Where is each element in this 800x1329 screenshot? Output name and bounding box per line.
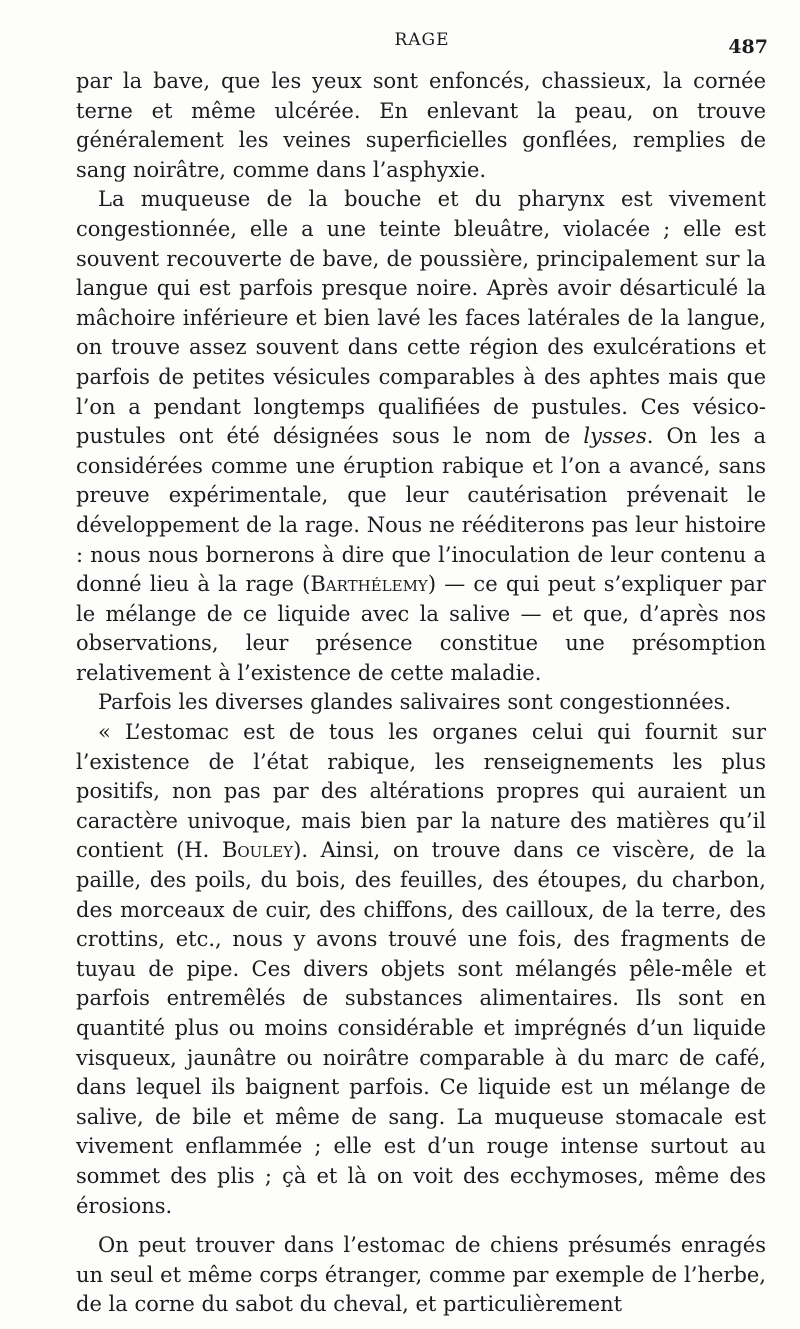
paragraph-5: On peut trouver dans l’estomac de chiens présumés enragés un seul et même corps étranger, comme par exemple de l’herbe, de la corne du sabot du cheval, et particulièrement <box>76 1233 766 1317</box>
paragraph-4-text-b: ). Ainsi, on trouve dans ce viscère, de la paille, des poils, du bois, des feuilles, des étoupes, du charbon, des morceaux de cuir, des chiffons, des cailloux, de la terre, des crottins, etc., nous y avons trouvé une fois, des fragments de tuyau de pipe. Ces divers objets sont mélangés pêle-mêle et parfois entremêlés de substances alimentaires. Ils sont en quantité plus ou moins considérable et imprégnés d’un liquide visqueux, jaunâtre ou noirâtre comparable à du marc de café, dans lequel ils baignent parfois. Ce liquide est un mélange de salive, de bile et même de sang. La muqueuse stomacale est vivement enflammée ; elle est d’un rouge intense surtout au sommet des plis ; çà et là on voit des ecchymoses, même des érosions. <box>76 838 766 1218</box>
body-text <box>76 67 766 1320</box>
page-number: 487 <box>728 36 768 58</box>
page-header <box>76 30 768 60</box>
paragraph-2 <box>76 185 766 688</box>
paragraph-4-text-a: « L’estomac est de tous les organes celui qui fournit sur l’existence de l’état rabique, les renseignements les plus positifs, non pas par des altérations propres qui auraient un caractère univoque, mais bien par la nature des matières qu’il contient (H. <box>76 720 766 863</box>
paragraph-4 <box>76 718 766 1221</box>
term-lysses: lysses <box>583 424 647 449</box>
author-barthelemy: Barthélemy <box>310 572 428 597</box>
paragraph-1: par la bave, que les yeux sont enfoncés, chassieux, la cornée terne et même ulcérée. En enlevant la peau, on trouve généralement les veines superficielles gonflées, remplies de sang noirâtre, comme dans l’asphyxie. <box>76 69 766 182</box>
paragraph-2-text-c: ) — ce qui peut s’expliquer par le mélange de ce liquide avec la salive — et que, d’après nos observations, leur présence constitue une présomption relativement à l’existence de cette maladie. <box>76 572 766 685</box>
running-title: RAGE <box>394 30 450 50</box>
paragraph-2-text-a: La muqueuse de la bouche et du pharynx est vivement congestionnée, elle a une teinte bleuâtre, violacée ; elle est souvent recouverte de bave, de poussière, principalement sur la langue qui est parfois presque noire. Après avoir désarticulé la mâchoire inférieure et bien lavé les faces latérales de la langue, on trouve assez souvent dans cette région des exulcérations et parfois de petites vésicules comparables à des aphtes mais que l’on a pendant longtemps qualifiées de pustules. Ces vésico-pustules ont été désignées sous le nom de <box>76 187 766 449</box>
author-bouley: Bouley <box>221 838 294 863</box>
paragraph-2-text-b: . On les a considérées comme une éruption rabique et l’on a avancé, sans preuve expérimentale, que leur cautérisation prévenait le développement de la rage. Nous ne rééditerons pas leur histoire : nous nous bornerons à dire que l’inoculation de leur contenu a donné lieu à la rage ( <box>76 424 766 597</box>
paragraph-3: Parfois les diverses glandes salivaires sont congestionnées. <box>98 690 732 715</box>
